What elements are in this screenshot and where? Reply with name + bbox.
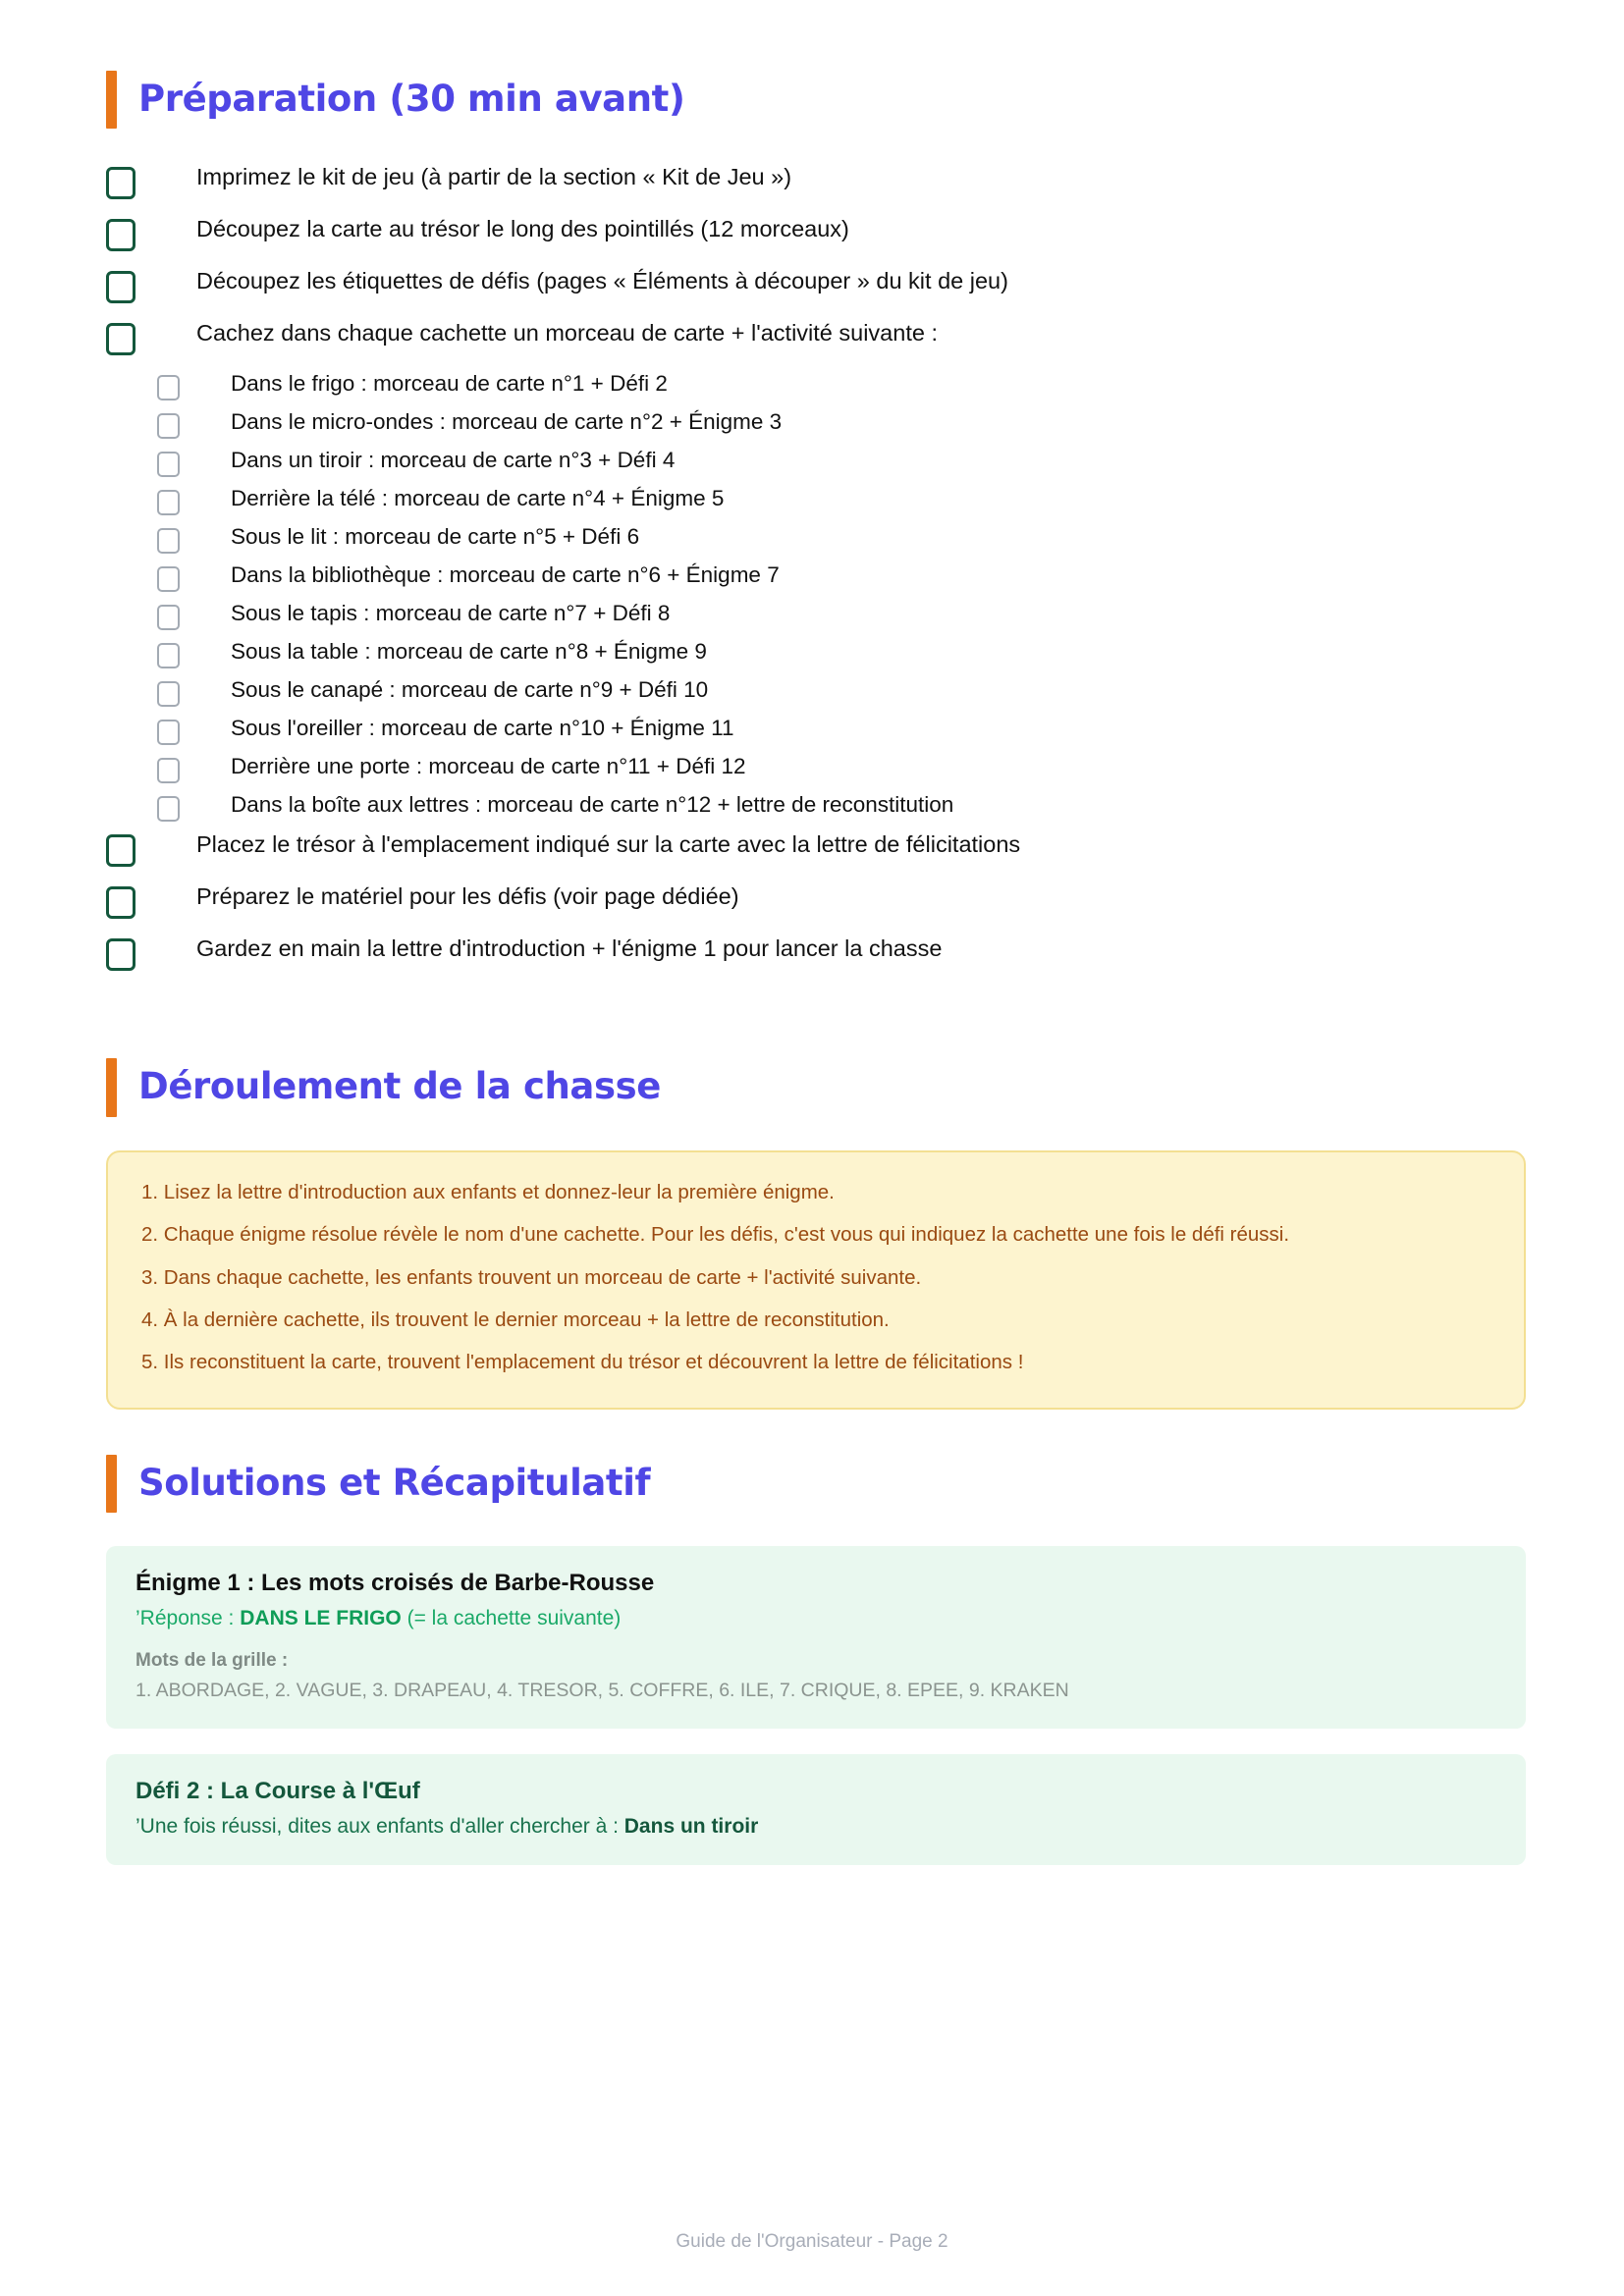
answer-value: Dans un tiroir [623,1814,759,1838]
section-header-preparation [106,71,1526,129]
list-item-label: Sous le lit : morceau de carte n°5 + Défi 6 [231,524,640,550]
list-item[interactable] [106,370,1526,400]
list-item[interactable] [106,408,1526,439]
list-item-label: Dans le frigo : morceau de carte n°1 + Défi 2 [231,371,668,397]
callout-step: 2. Chaque énigme résolue révèle le nom d'une cachette. Pour les défis, c'est vous qui indiquez la cachette une fois le défi réussi. [141,1223,1290,1247]
callout-step: 1. Lisez la lettre d'introduction aux enfants et donnez-leur la première énigme. [141,1180,835,1203]
list-item-label: Sous la table : morceau de carte n°8 + Énigme 9 [231,639,707,665]
answer-prefix: ’Réponse : [135,1606,241,1629]
section-header-solutions [106,1455,1526,1513]
page-title-preparation: Préparation (30 min avant) [138,78,685,120]
solution-card-answer [135,1813,1496,1840]
checkbox-icon[interactable] [157,605,180,630]
preparation-checklist [106,162,1526,355]
answer-value: DANS LE FRIGO [240,1606,402,1629]
solution-card-answer [135,1605,1496,1631]
checkbox-icon[interactable] [157,490,180,515]
list-item-label: Dans le micro-ondes : morceau de carte n°2 + Énigme 3 [231,409,783,435]
solution-card-sublabel: Mots de la grille : [135,1650,289,1672]
checkbox-icon[interactable] [106,323,135,355]
answer-prefix: ’Une fois réussi, dites aux enfants d'aller chercher à : [135,1814,624,1838]
list-item-label: Dans un tiroir : morceau de carte n°3 + Défi 4 [231,448,676,473]
list-item[interactable] [106,753,1526,783]
checkbox-icon[interactable] [157,375,180,400]
checklist-item-label: Placez le trésor à l'emplacement indiqué sur la carte avec la lettre de félicitations [196,831,1021,858]
list-item[interactable] [106,561,1526,592]
checkbox-icon[interactable] [157,758,180,783]
list-item[interactable] [106,523,1526,554]
checkbox-icon[interactable] [157,413,180,439]
callout-step: 5. Ils reconstituent la carte, trouvent l'emplacement du trésor et découvrent la lettre de félicitations ! [141,1351,1024,1374]
checkbox-icon[interactable] [106,886,135,919]
checkbox-icon[interactable] [106,834,135,867]
checkbox-icon[interactable] [106,167,135,199]
checkbox-icon[interactable] [157,643,180,668]
checkbox-icon[interactable] [157,681,180,707]
solution-card-words: 1. ABORDAGE, 2. VAGUE, 3. DRAPEAU, 4. TRESOR, 5. COFFRE, 6. ILE, 7. CRIQUE, 8. EPEE, 9. KRAKEN [135,1679,1069,1701]
checklist-item[interactable] [106,266,1526,303]
page-title-deroulement: Déroulement de la chasse [138,1065,661,1108]
accent-bar [106,71,117,129]
checklist-item[interactable] [106,829,1526,867]
checkbox-icon[interactable] [157,796,180,822]
solution-card-title: Énigme 1 : Les mots croisés de Barbe-Rousse [135,1569,655,1596]
list-item-label: Derrière une porte : morceau de carte n°11 + Défi 12 [231,754,746,779]
deroulement-callout-box [106,1150,1526,1410]
checklist-item-label: Découpez la carte au trésor le long des pointillés (12 morceaux) [196,216,849,242]
page-title-solutions: Solutions et Récapitulatif [138,1461,651,1504]
checklist-item-label: Découpez les étiquettes de défis (pages « Éléments à découper » du kit de jeu) [196,268,1008,294]
preparation-checklist-tail [106,829,1526,971]
checklist-item-label: Préparez le matériel pour les défis (voir page dédiée) [196,883,739,910]
list-item[interactable] [106,791,1526,822]
checkbox-icon[interactable] [157,528,180,554]
spacer [106,1410,1526,1455]
solution-card-title: Défi 2 : La Course à l'Œuf [135,1778,420,1805]
list-item-label: Dans la boîte aux lettres : morceau de carte n°12 + lettre de reconstitution [231,792,954,818]
accent-bar [106,1455,117,1513]
list-item[interactable] [106,638,1526,668]
accent-bar [106,1058,117,1116]
checklist-item[interactable] [106,318,1526,355]
callout-step: 3. Dans chaque cachette, les enfants trouvent un morceau de carte + l'activité suivante. [141,1265,922,1289]
checkbox-icon[interactable] [157,452,180,477]
checklist-item-label: Imprimez le kit de jeu (à partir de la section « Kit de Jeu ») [196,164,792,190]
checklist-item[interactable] [106,934,1526,971]
hiding-spots-sublist [106,370,1526,822]
spacer [106,986,1526,1058]
callout-step: 4. À la dernière cachette, ils trouvent le dernier morceau + la lettre de reconstitution. [141,1308,890,1331]
checklist-item-label: Gardez en main la lettre d'introduction + l'énigme 1 pour lancer la chasse [196,935,943,962]
checklist-item[interactable] [106,162,1526,199]
checkbox-icon[interactable] [106,271,135,303]
list-item[interactable] [106,715,1526,745]
checkbox-icon[interactable] [106,219,135,251]
page-footer [0,2231,1624,2253]
checklist-item[interactable] [106,214,1526,251]
answer-suffix: (= la cachette suivante) [401,1606,622,1629]
checklist-item-label: Cachez dans chaque cachette un morceau de carte + l'activité suivante : [196,320,938,347]
list-item[interactable] [106,447,1526,477]
section-header-deroulement [106,1058,1526,1116]
checklist-item[interactable] [106,881,1526,919]
checkbox-icon[interactable] [157,566,180,592]
list-item[interactable] [106,600,1526,630]
list-item-label: Dans la bibliothèque : morceau de carte n°6 + Énigme 7 [231,562,780,588]
list-item[interactable] [106,676,1526,707]
list-item-label: Sous le tapis : morceau de carte n°7 + Défi 8 [231,601,671,626]
list-item-label: Derrière la télé : morceau de carte n°4 + Énigme 5 [231,486,725,511]
footer-label: Guide de l'Organisateur - Page 2 [676,2231,948,2252]
list-item-label: Sous l'oreiller : morceau de carte n°10 + Énigme 11 [231,716,734,741]
checkbox-icon[interactable] [157,720,180,745]
checkbox-icon[interactable] [106,938,135,971]
solution-card-defi-2 [106,1754,1526,1865]
list-item[interactable] [106,485,1526,515]
list-item-label: Sous le canapé : morceau de carte n°9 + Défi 10 [231,677,709,703]
solution-card-enigme-1 [106,1546,1526,1729]
